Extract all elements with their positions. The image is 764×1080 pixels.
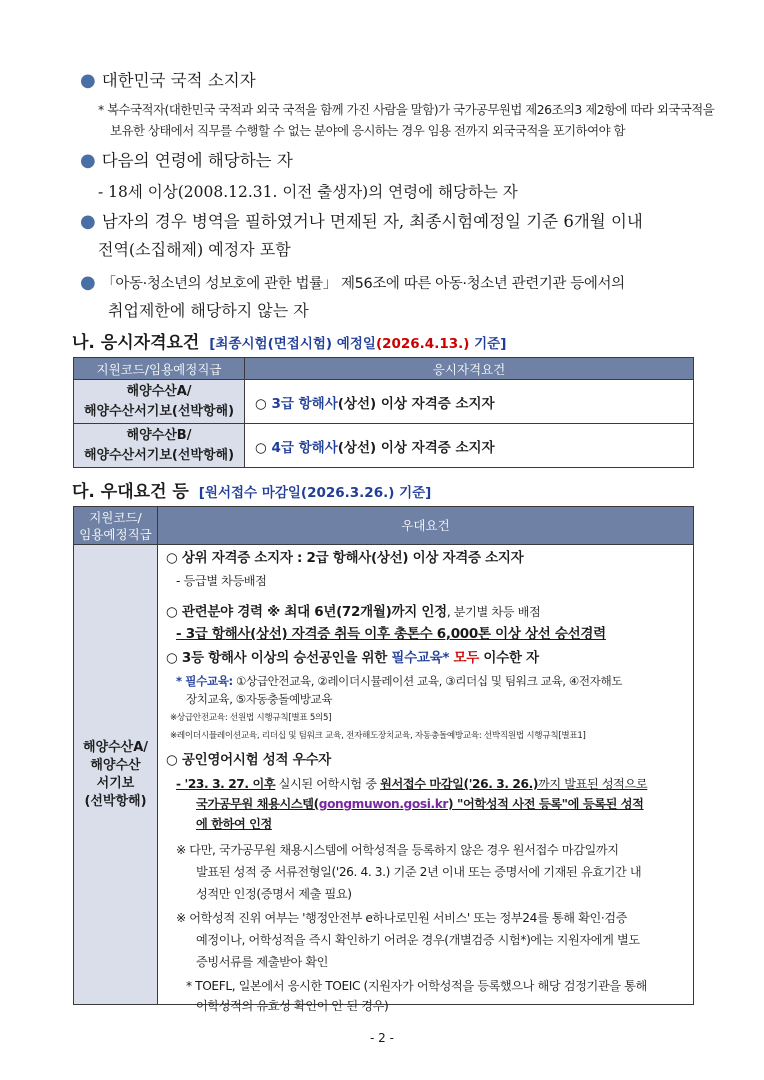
preference-table	[73, 506, 694, 1013]
section-heading-preference: 다. 우대요건 등 [원서접수 마감일(2026.3.26.) 기준]	[72, 482, 432, 502]
pref-english-line-1: - '23. 3. 27. 이후 실시된 어학시험 중 원서접수 마감일('26. 3. 26.)까지 발표된 성적으로	[176, 777, 648, 791]
table-row	[74, 424, 694, 468]
system-link[interactable]: gongmuwon.gosi.kr	[318, 797, 449, 811]
pref-career-detail: - 3급 항해사(상선) 자격증 취득 이후 총톤수 6,000톤 이상 상선 승선경력	[176, 626, 606, 642]
bullet-dot-icon: ●	[80, 70, 96, 91]
column-header-code: 지원코드/ 임용예정직급	[74, 507, 158, 545]
table-row	[74, 545, 694, 1005]
page-number: - 2 -	[370, 1031, 394, 1045]
table-row	[74, 380, 694, 424]
pref-english-line-2: 국가공무원 채용시스템(gongmuwon.gosi.kr) "어학성적 사전 등록"에 등록된 성적	[196, 797, 644, 811]
requirement-cell: ○ 4급 항해사(상선) 이상 자격증 소지자	[245, 424, 694, 468]
pref-training-law-2: ※레이더시뮬레이션교육, 리더십 및 팀워크 교육, 전자해도장치교육, 자동충돌예방교육: 선박직원법 시행규칙[별표1]	[170, 731, 586, 741]
pref-training: ○ 3등 항해사 이상의 승선공인을 위한 필수교육* 모두 이수한 자	[166, 650, 539, 666]
requirement-cell: ○ 3급 항해사(상선) 이상 자격증 소지자	[245, 380, 694, 424]
column-header-requirement: 응시자격요건	[245, 358, 694, 380]
child-protection-line-2: 취업제한에 해당하지 않는 자	[108, 301, 309, 320]
table-header-row	[74, 507, 694, 545]
position-code-cell: 해양수산B/ 해양수산서기보(선박항해)	[74, 424, 245, 468]
pref-license-scoring: - 등급별 차등배점	[176, 574, 267, 588]
bullet-nationality: ● 대한민국 국적 소지자	[80, 70, 256, 91]
column-header-preference: 우대요건	[158, 507, 694, 545]
preference-content-cell	[158, 545, 694, 1013]
pref-english-note-3a: * TOEFL, 일본에서 응시한 TOEIC (지원자가 어학성적을 등록했으나 해당 검정기관을 통해	[186, 979, 647, 993]
bullet-dot-icon: ●	[80, 272, 96, 293]
age-requirement: - 18세 이상(2008.12.31. 이전 출생자)의 연령에 해당하는 자	[98, 183, 518, 201]
pref-career: ○ 관련분야 경력 ※ 최대 6년(72개월)까지 인정, 분기별 차등 배점	[166, 604, 541, 620]
pref-training-list-1: * 필수교육: ①상급안전교육, ②레이더시뮬레이션 교육, ③리더십 및 팀워크 교육, ④전자해도	[176, 674, 623, 688]
section-qualification-basis: [최종시험(면접시험) 예정일(2026.4.13.) 기준]	[209, 336, 507, 352]
pref-english-test: ○ 공인영어시험 성적 우수자	[166, 752, 331, 768]
qualification-table	[73, 357, 694, 468]
note-dual-nationality-2: 보유한 상태에서 직무를 수행할 수 없는 분야에 응시하는 경우 임용 전까지 외국국적을 포기하여야 함	[110, 123, 625, 138]
pref-english-note-3b: 어학성적의 유효성 확인이 안 된 경우)	[196, 999, 389, 1013]
table-header-row	[74, 358, 694, 380]
position-code-cell: 해양수산A/ 해양수산 서기보 (선박항해)	[74, 545, 158, 1005]
column-header-code: 지원코드/임용예정직급	[74, 358, 245, 380]
bullet-military: ● 남자의 경우 병역을 필하였거나 면제된 자, 최종시험예정일 기준 6개월 이내	[80, 211, 643, 232]
pref-english-line-3: 에 한하여 인정	[196, 817, 272, 831]
bullet-child-protection: ● 「아동·청소년의 성보호에 관한 법률」 제56조에 따른 아동·청소년 관련기관 등에서의	[80, 272, 625, 293]
pref-english-note-2a: ※ 어학성적 진위 여부는 '행정안전부 e하나로민원 서비스' 또는 정부24를 통해 확인·검증	[176, 911, 628, 925]
bullet-dot-icon: ●	[80, 211, 96, 232]
military-line-2: 전역(소집해제) 예정자 포함	[98, 240, 291, 259]
position-code-cell: 해양수산A/ 해양수산서기보(선박항해)	[74, 380, 245, 424]
section-preference-basis: [원서접수 마감일(2026.3.26.) 기준]	[198, 485, 432, 501]
pref-english-note-2c: 증빙서류를 제출받아 확인	[196, 955, 329, 969]
pref-english-note-2b: 예정이나, 어학성적을 즉시 확인하기 어려운 경우(개별검증 시험*)에는 지원자에게 별도	[196, 933, 640, 947]
pref-training-list-2: 장치교육, ⑤자동충돌예방교육	[186, 692, 333, 706]
bullet-age: ● 다음의 연령에 해당하는 자	[80, 150, 293, 171]
note-dual-nationality-1: * 복수국적자(대한민국 국적과 외국 국적을 함께 가진 사람을 말함)가 국가공무원법 제26조의3 제2항에 따라 외국국적을	[98, 102, 715, 117]
pref-english-note-1a: ※ 다만, 국가공무원 채용시스템에 어학성적을 등록하지 않은 경우 원서접수 마감일까지	[176, 843, 619, 857]
pref-english-note-1c: 성적만 인정(증명서 제출 필요)	[196, 887, 352, 901]
pref-license-holder: ○ 상위 자격증 소지자 : 2급 항해사(상선) 이상 자격증 소지자	[166, 550, 524, 566]
pref-training-law-1: ※상급안전교육: 선원법 시행규칙[별표 5의5]	[170, 713, 332, 723]
section-heading-qualification: 나. 응시자격요건 [최종시험(면접시험) 예정일(2026.4.13.) 기준]	[72, 333, 507, 353]
pref-english-note-1b: 발표된 성적 중 서류전형일('26. 4. 3.) 기준 2년 이내 또는 증명서에 기재된 유효기간 내	[196, 865, 642, 879]
bullet-dot-icon: ●	[80, 150, 96, 171]
